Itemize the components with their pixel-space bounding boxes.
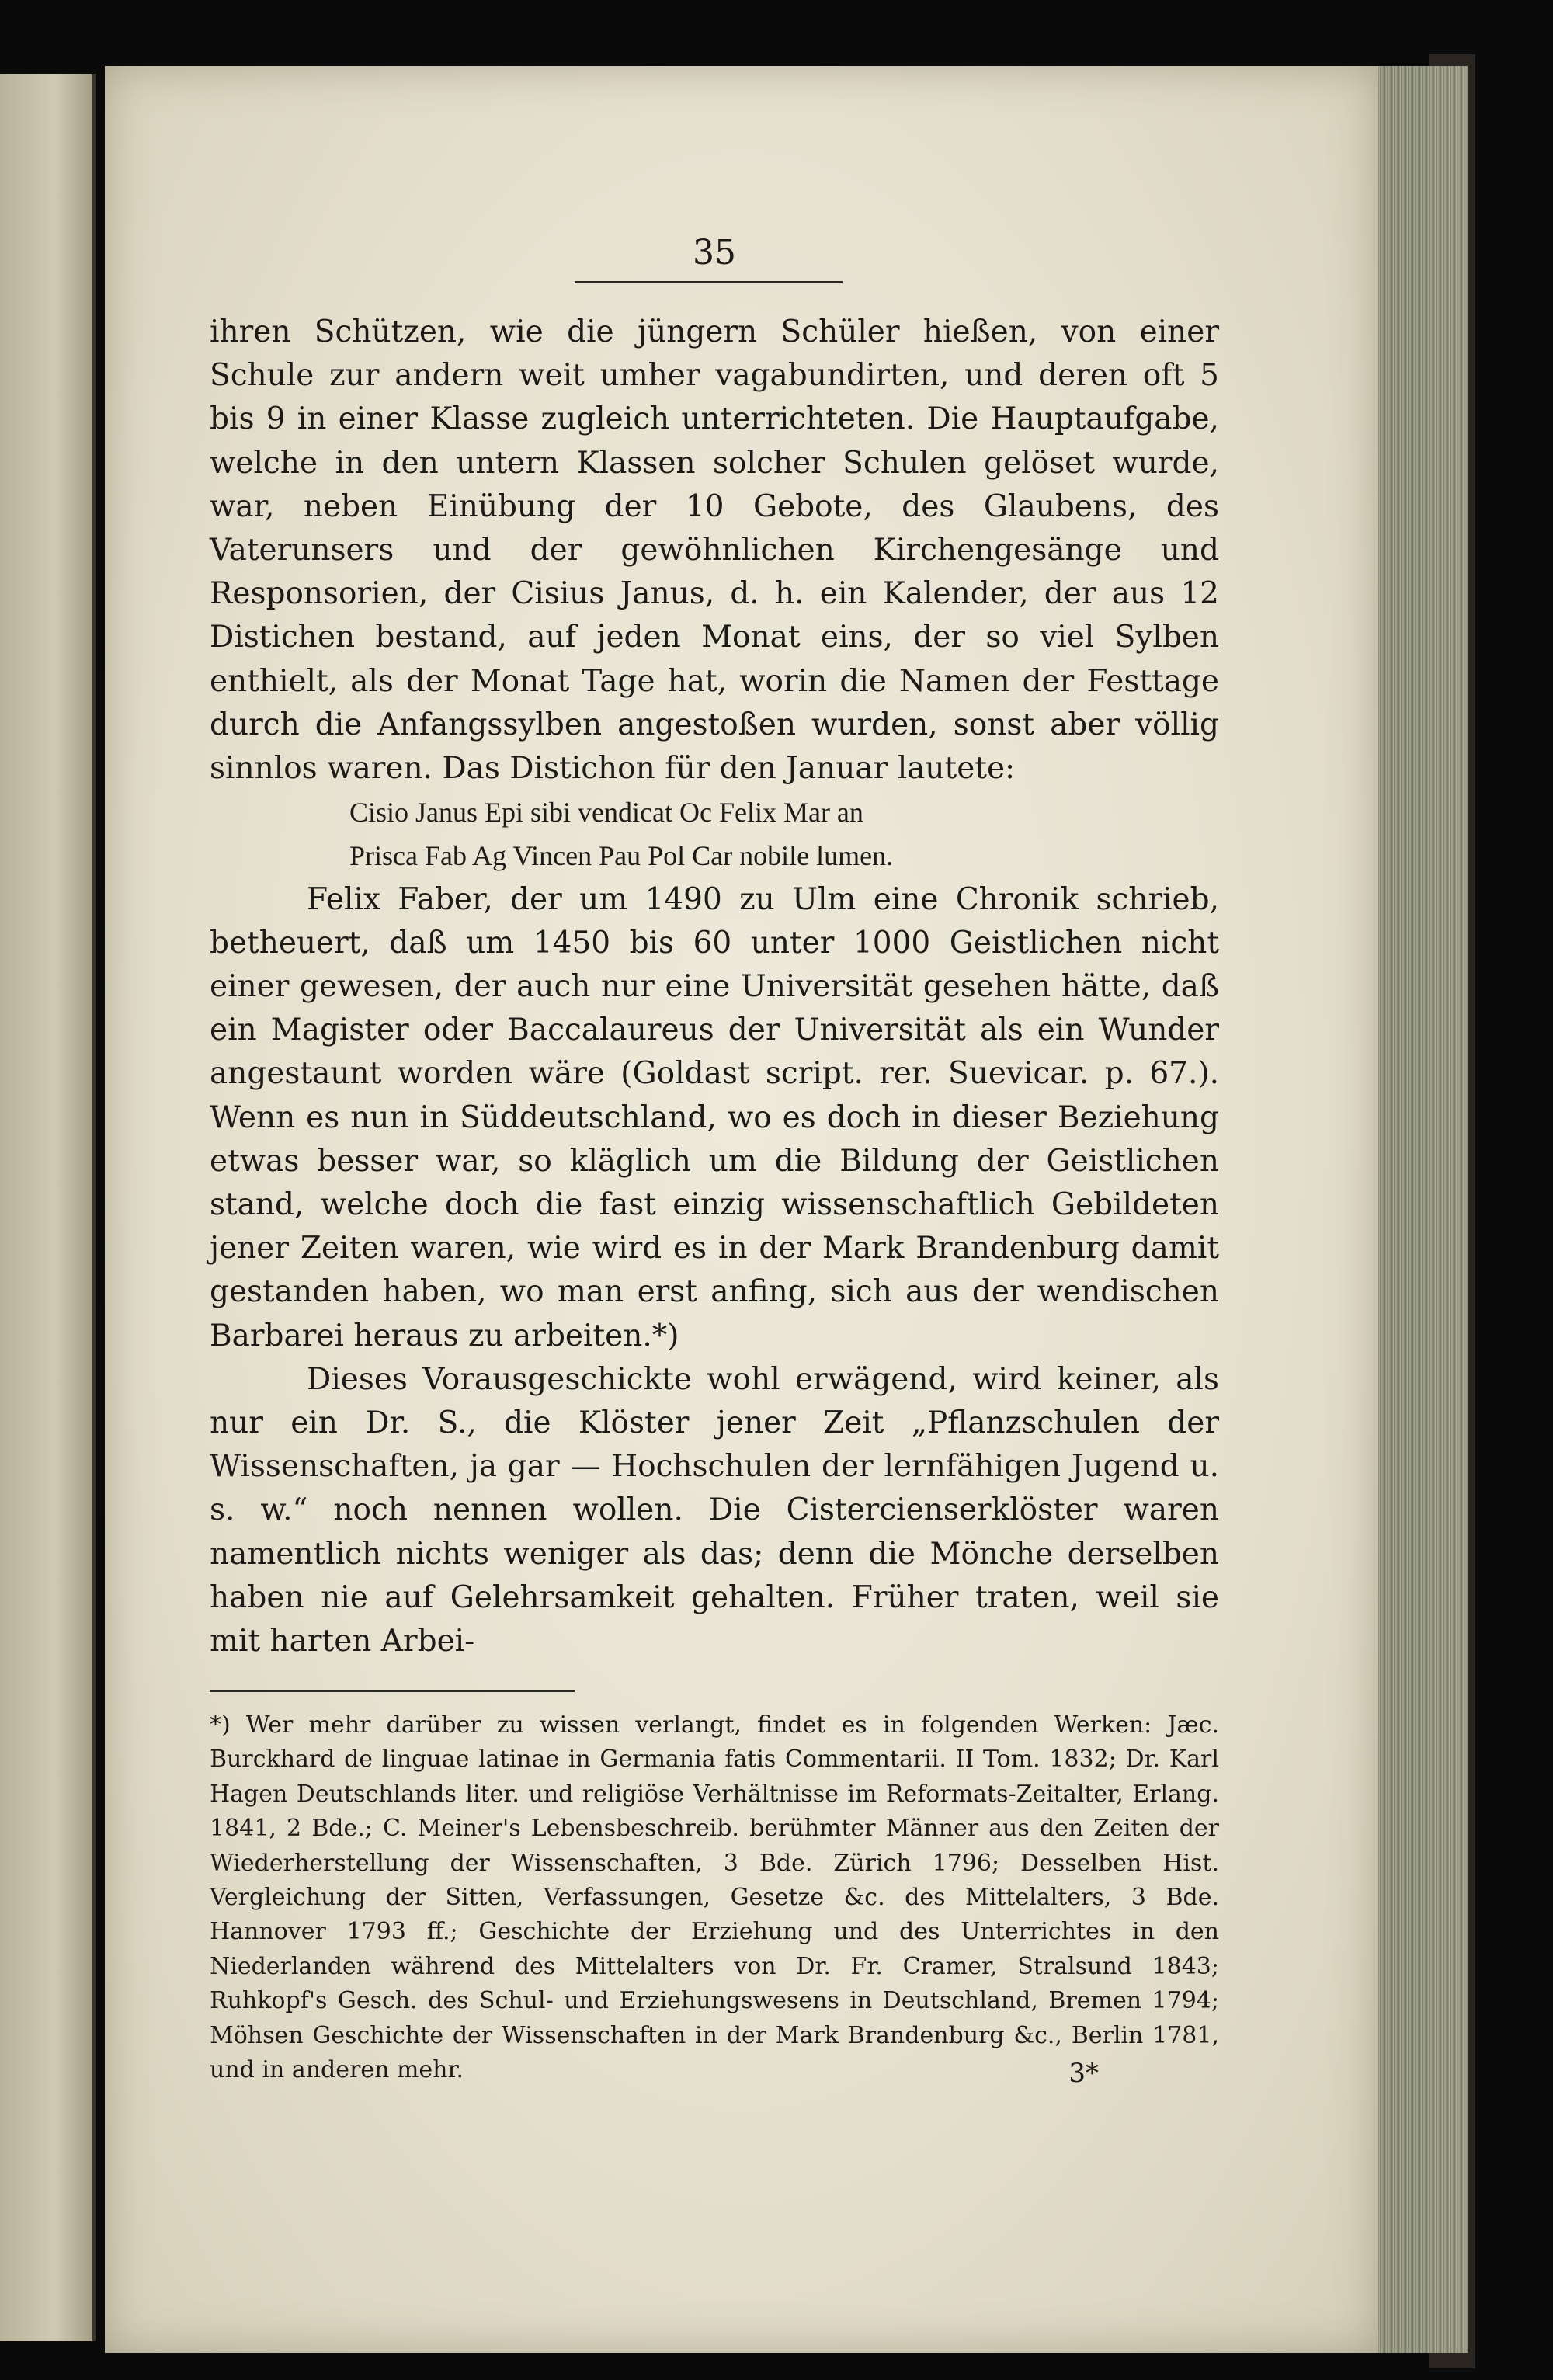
paragraph-vorausgeschickte: Dieses Vorausgeschickte wohl erwägend, wird keiner, als nur ein Dr. S., die Klöster jener Zeit „Pflanzschulen der Wissenschaften, ja gar — Hochschulen der lernfähigen Jugend u. s. w.“ noch nennen wollen. Die Cistercienserklöster waren namentlich nichts weniger als das; denn die Mönche derselben haben nie auf Gelehrsamkeit gehalten. Früher traten, weil sie mit harten Arbei-	[210, 1361, 1219, 1659]
signature-mark: 3*	[1068, 2058, 1099, 2089]
verse-line: Prisca Fab Ag Vincen Pau Pol Car nobile lumen.	[349, 840, 894, 872]
verse-line: Cisio Janus Epi sibi vendicat Oc Felix Mar an	[349, 797, 863, 829]
footnote-rule	[210, 1690, 575, 1692]
paragraph-felix-faber: Felix Faber, der um 1490 zu Ulm eine Chronik schrieb, betheuert, daß um 1450 bis 60 unter 1000 Geistlichen nicht einer gewesen, der auch nur eine Universität gesehen hätte, daß ein Magister oder Baccalaureus der Universität als ein Wunder angestaunt worden wäre (Goldast script. rer. Suevicar. p. 67.). Wenn es nun in Süddeutschland, wo es doch in dieser Beziehung etwas besser war, so kläglich um die Bildung der Geistlichen stand, welche doch die fast einzig wissenschaftlich Gebildeten jener Zeiten waren, wie wird es in der Mark Brandenburg damit gestanden haben, wo man erst anfing, sich aus der wendischen Barbarei heraus zu arbeiten.*)	[210, 881, 1219, 1353]
body-text	[210, 311, 1219, 1663]
left-page-sliver	[0, 74, 96, 2341]
latin-verse	[210, 790, 1219, 877]
paragraph-continuation: ihren Schützen, wie die jüngern Schüler hießen, von einer Schule zur andern weit umher vagabundirten, und deren oft 5 bis 9 in einer Klasse zugleich unterrichteten. Die Hauptaufgabe, welche in den untern Klassen solcher Schulen gelöset wurde, war, neben Einübung der 10 Gebote, des Glaubens, des Vaterunsers und der gewöhnlichen Kirchengesänge und Responsorien, der Cisius Janus, d. h. ein Kalender, der aus 12 Distichen bestand, auf jeden Monat eins, der so viel Sylben enthielt, als der Monat Tage hat, worin die Namen der Festtage durch die Anfangssylben angestoßen wurden, sonst aber völlig sinnlos waren. Das Distichon für den Januar lautete:	[210, 314, 1219, 787]
header-rule	[575, 281, 843, 283]
footnote: *) Wer mehr darüber zu wissen verlangt, findet es in folgenden Werken: Jæc. Burckhard de linguae latinae in Germania fatis Commentarii. II Tom. 1832; Dr. Karl Hagen Deutschlands liter. und religiöse Verhältnisse im Reformats-Zeitalter, Erlang. 1841, 2 Bde.; C. Meiner's Lebensbeschreib. berühmter Männer aus den Zeiten der Wiederherstellung der Wissenschaften, 3 Bde. Zürich 1796; Desselben Hist. Vergleichung der Sitten, Verfassungen, Gesetze &c. des Mittelalters, 3 Bde. Hannover 1793 ff.; Geschichte der Erziehung und des Unterrichtes in den Niederlanden während des Mittelalters von Dr. Fr. Cramer, Stralsund 1843; Ruhkopf's Gesch. des Schul- und Erziehungswesens in Deutschland, Bremen 1794; Möhsen Geschichte der Wissenschaften in der Mark Brandenburg &c., Berlin 1781, und in anderen mehr.	[210, 1711, 1219, 2084]
page-number: 35	[693, 233, 736, 273]
